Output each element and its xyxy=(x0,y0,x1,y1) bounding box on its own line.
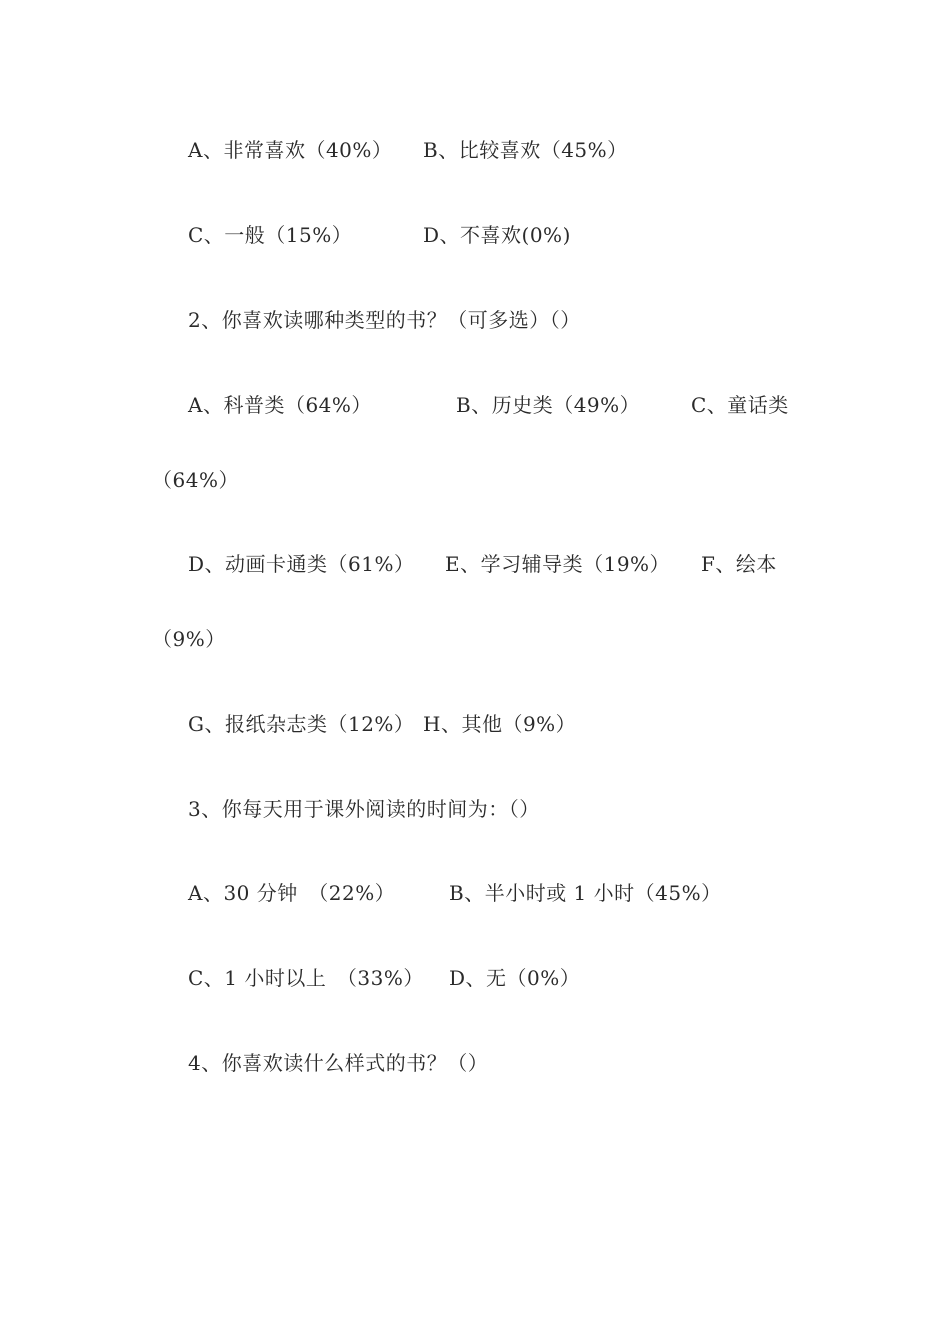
q3-question: 3、你每天用于课外阅读的时间为：（） xyxy=(188,797,540,821)
q3-option-b: B、半小时或 1 小时（45%） xyxy=(449,881,722,905)
q2-option-f-percent: （9%） xyxy=(152,627,226,651)
q2-question: 2、你喜欢读哪种类型的书？（可多选）（） xyxy=(188,308,581,332)
q1-option-a: A、非常喜欢（40%） xyxy=(188,138,393,162)
q4-question: 4、你喜欢读什么样式的书？（） xyxy=(188,1051,489,1075)
q1-option-d: D、不喜欢(0%) xyxy=(423,223,571,247)
q2-option-a: A、科普类（64%） xyxy=(188,393,372,417)
q3-option-d: D、无（0%） xyxy=(449,966,581,990)
q3-option-a: A、30 分钟 （22%） xyxy=(188,881,396,905)
q2-option-b: B、历史类（49%） xyxy=(456,393,641,417)
q2-option-e: E、学习辅导类（19%） xyxy=(445,552,671,576)
q2-option-d: D、动画卡通类（61%） xyxy=(188,552,415,576)
q1-option-c: C、一般（15%） xyxy=(188,223,353,247)
q3-option-c: C、1 小时以上 （33%） xyxy=(188,966,424,990)
q2-option-c: C、童话类 xyxy=(691,393,789,417)
q1-option-b: B、比较喜欢（45%） xyxy=(423,138,628,162)
q2-option-f: F、绘本 xyxy=(701,552,777,576)
q2-option-c-percent: （64%） xyxy=(152,468,239,492)
q2-option-h: H、其他（9%） xyxy=(423,712,577,736)
q2-option-g: G、报纸杂志类（12%） xyxy=(188,712,415,736)
